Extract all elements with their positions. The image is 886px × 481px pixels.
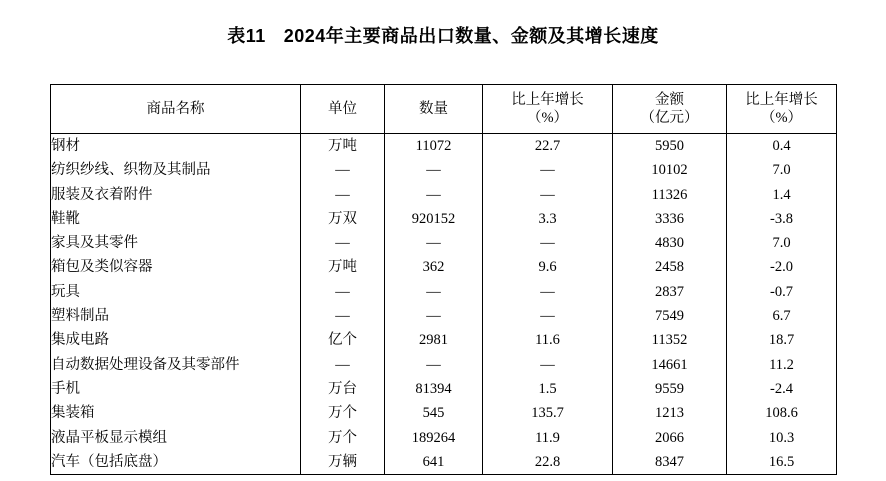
cell-quantity: 81394 [385,377,483,401]
page-title [0,0,886,48]
cell-amount: 11352 [613,328,727,352]
table-row [51,426,837,450]
cell-amount-growth: -0.7 [727,280,837,304]
cell-quantity-growth: 22.8 [483,450,613,475]
header-unit [301,85,385,134]
cell-unit: — [301,158,385,182]
cell-quantity: — [385,231,483,255]
header-amount-growth-line1: 比上年增长 [745,91,818,108]
header-quantity [385,85,483,134]
cell-amount: 5950 [613,134,727,159]
cell-unit: 万个 [301,401,385,425]
cell-amount-growth: 18.7 [727,328,837,352]
cell-commodity-name: 纺织纱线、织物及其制品 [51,158,301,182]
cell-amount: 14661 [613,353,727,377]
table-title-text: 2024年主要商品出口数量、金额及其增长速度 [283,26,659,46]
cell-amount-growth: 1.4 [727,183,837,207]
header-commodity-name-line1: 商品名称 [146,100,205,117]
cell-amount-growth: 0.4 [727,134,837,159]
header-amount [613,85,727,134]
cell-quantity: 189264 [385,426,483,450]
table-row [51,377,837,401]
cell-commodity-name: 自动数据处理设备及其零部件 [51,353,301,377]
header-amount-growth [727,85,837,134]
table-number: 表11 [227,26,266,46]
cell-amount: 2066 [613,426,727,450]
cell-unit: — [301,183,385,207]
cell-amount-growth: 7.0 [727,231,837,255]
cell-unit: 万台 [301,377,385,401]
cell-quantity-growth: — [483,280,613,304]
cell-amount-growth: -3.8 [727,207,837,231]
cell-quantity-growth: 22.7 [483,134,613,159]
cell-quantity: — [385,183,483,207]
cell-unit: — [301,280,385,304]
cell-quantity-growth: 9.6 [483,255,613,279]
cell-unit: 亿个 [301,328,385,352]
header-quantity-line1: 数量 [419,100,448,117]
table-row [51,183,837,207]
cell-unit: 万吨 [301,134,385,159]
cell-commodity-name: 集装箱 [51,401,301,425]
cell-amount-growth: -2.0 [727,255,837,279]
cell-unit: 万双 [301,207,385,231]
cell-quantity: 11072 [385,134,483,159]
table-row [51,255,837,279]
cell-amount-growth: 11.2 [727,353,837,377]
cell-amount: 8347 [613,450,727,475]
cell-quantity-growth: — [483,304,613,328]
cell-amount-growth: 16.5 [727,450,837,475]
cell-commodity-name: 家具及其零件 [51,231,301,255]
cell-amount-growth: 10.3 [727,426,837,450]
header-quantity-growth [483,85,613,134]
header-quantity-growth-line1: 比上年增长 [511,91,584,108]
cell-quantity-growth: 3.3 [483,207,613,231]
cell-commodity-name: 集成电路 [51,328,301,352]
cell-quantity-growth: — [483,353,613,377]
cell-quantity: — [385,280,483,304]
cell-amount: 11326 [613,183,727,207]
table-row [51,353,837,377]
table-row [51,158,837,182]
cell-amount: 3336 [613,207,727,231]
cell-quantity-growth: 11.6 [483,328,613,352]
cell-commodity-name: 塑料制品 [51,304,301,328]
cell-commodity-name: 手机 [51,377,301,401]
cell-quantity-growth: — [483,158,613,182]
table-row [51,231,837,255]
cell-unit: 万吨 [301,255,385,279]
cell-commodity-name: 箱包及类似容器 [51,255,301,279]
table-row [51,207,837,231]
table-row [51,304,837,328]
cell-unit: — [301,231,385,255]
cell-commodity-name: 液晶平板显示模组 [51,426,301,450]
table-header [51,85,837,134]
cell-amount-growth: 6.7 [727,304,837,328]
header-amount-line2: （亿元） [640,110,699,126]
cell-quantity: — [385,353,483,377]
cell-quantity: 2981 [385,328,483,352]
cell-quantity-growth: 11.9 [483,426,613,450]
cell-quantity-growth: — [483,231,613,255]
cell-quantity: 362 [385,255,483,279]
cell-commodity-name: 鞋靴 [51,207,301,231]
cell-unit: 万个 [301,426,385,450]
cell-amount: 7549 [613,304,727,328]
cell-commodity-name: 钢材 [51,134,301,159]
table-row [51,280,837,304]
cell-quantity: — [385,304,483,328]
table-row [51,450,837,475]
cell-amount-growth: 7.0 [727,158,837,182]
cell-quantity: 641 [385,450,483,475]
cell-quantity-growth: 1.5 [483,377,613,401]
cell-amount: 4830 [613,231,727,255]
header-quantity-growth-line2: （%） [526,110,569,126]
table-row [51,401,837,425]
table-row [51,328,837,352]
table-row [51,134,837,159]
cell-amount: 1213 [613,401,727,425]
cell-amount-growth: 108.6 [727,401,837,425]
export-commodities-table [50,84,837,475]
cell-quantity-growth: 135.7 [483,401,613,425]
table-body [51,134,837,475]
cell-quantity-growth: — [483,183,613,207]
cell-unit: — [301,304,385,328]
table-container [50,84,836,475]
header-unit-line1: 单位 [328,100,357,117]
cell-quantity: 920152 [385,207,483,231]
cell-commodity-name: 汽车（包括底盘） [51,450,301,475]
cell-quantity: 545 [385,401,483,425]
cell-amount: 2837 [613,280,727,304]
header-amount-growth-line2: （%） [760,110,803,126]
cell-amount: 10102 [613,158,727,182]
cell-amount: 2458 [613,255,727,279]
cell-unit: — [301,353,385,377]
header-commodity-name [51,85,301,134]
cell-unit: 万辆 [301,450,385,475]
cell-amount: 9559 [613,377,727,401]
cell-commodity-name: 玩具 [51,280,301,304]
cell-commodity-name: 服装及衣着附件 [51,183,301,207]
header-amount-line1: 金额 [655,91,684,108]
header-row [51,85,837,134]
cell-quantity: — [385,158,483,182]
cell-amount-growth: -2.4 [727,377,837,401]
